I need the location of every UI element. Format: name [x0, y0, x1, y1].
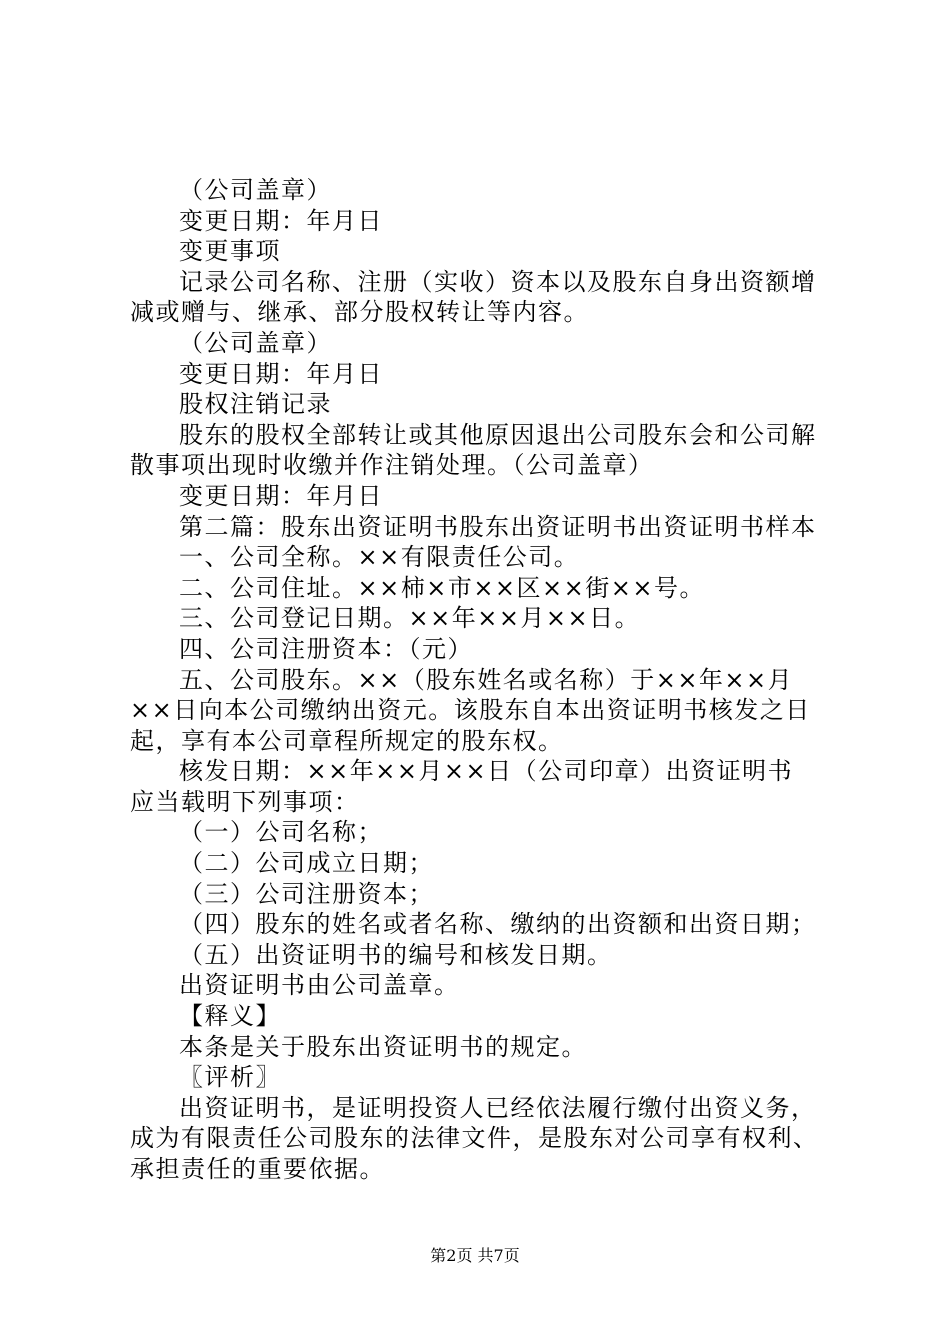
text-line: 核发日期：××年××月××日（公司印章）出资证明书	[179, 757, 794, 786]
text-line: 本条是关于股东出资证明书的规定。	[179, 1032, 587, 1061]
text-line: 减或赠与、继承、部分股权转让等内容。	[130, 298, 589, 327]
text-line: （一）公司名称；	[179, 818, 383, 847]
text-line: 五、公司股东。××（股东姓名或名称）于××年××月	[179, 665, 794, 694]
page-footer	[0, 1246, 950, 1266]
text-line: 变更日期：年月日	[179, 359, 383, 388]
text-line: 四、公司注册资本：（元）	[179, 634, 473, 663]
text-line: 起，享有本公司章程所规定的股东权。	[130, 726, 564, 755]
text-line: 变更日期：年月日	[179, 206, 383, 235]
text-line: 【释义】	[179, 1002, 281, 1031]
text-line: 出资证明书由公司盖章。	[179, 971, 460, 1000]
text-line: 股权注销记录	[179, 390, 332, 419]
text-line: （二）公司成立日期；	[179, 849, 434, 878]
text-line: 变更事项	[179, 237, 281, 266]
text-line: 出资证明书，是证明投资人已经依法履行缴付出资义务，	[179, 1093, 817, 1122]
text-line: 散事项出现时收缴并作注销处理。（公司盖章）	[130, 451, 654, 480]
text-line: （五）出资证明书的编号和核发日期。	[179, 940, 613, 969]
text-line: （公司盖章）	[179, 328, 332, 357]
document-body	[130, 175, 830, 1185]
text-line: 成为有限责任公司股东的法律文件，是股东对公司享有权利、	[130, 1124, 819, 1153]
text-line: （公司盖章）	[179, 176, 332, 204]
text-line: 承担责任的重要依据。	[130, 1155, 385, 1183]
page-number-label: 第2页 共7页	[430, 1246, 520, 1265]
text-line: 记录公司名称、注册（实收）资本以及股东自身出资额增	[179, 267, 817, 296]
text-line: 一、公司全称。××有限责任公司。	[179, 543, 580, 572]
text-line: 应当载明下列事项：	[130, 787, 360, 816]
text-line: 变更日期：年月日	[179, 481, 383, 510]
text-line: 第二篇：股东出资证明书股东出资证明书出资证明书样本	[179, 512, 817, 541]
text-line: 二、公司住址。××柿×市××区××街××号。	[179, 573, 705, 602]
text-line: 三、公司登记日期。××年××月××日。	[179, 604, 641, 633]
text-line: （四）股东的姓名或者名称、缴纳的出资额和出资日期；	[179, 910, 817, 939]
text-line: （三）公司注册资本；	[179, 879, 434, 908]
text-line: 〖评析〗	[179, 1063, 281, 1092]
text-line: 股东的股权全部转让或其他原因退出公司股东会和公司解	[179, 420, 817, 449]
text-line: ××日向本公司缴纳出资元。该股东自本出资证明书核发之日	[130, 696, 811, 725]
